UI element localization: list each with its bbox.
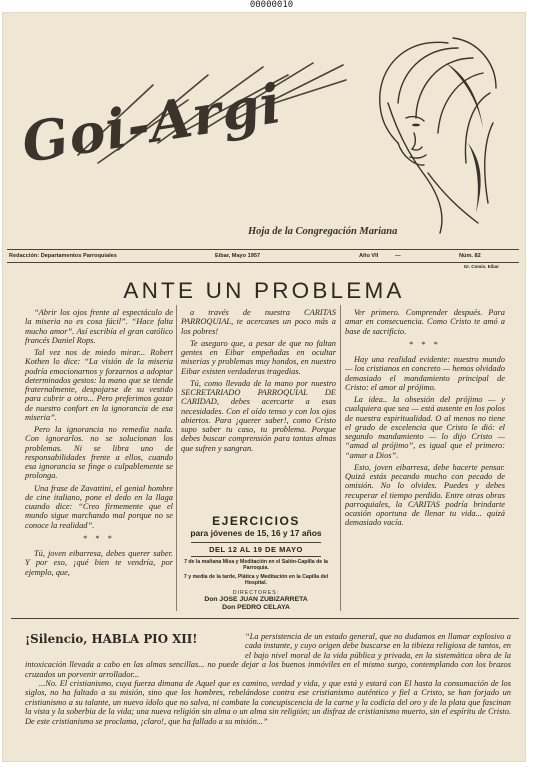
paragraph: Tú, como llevada de la mano por nuestro SECRETARIADO PARROQUIAL DE CARIDAD, debes acercarte a esas necesidades. Con el oído tenso y con los ojos abiertos. Para ¡querer saber!, como Cristo supo saber tu caso, tu problema. Porque debes buscar comprensión para tantas almas que sufren y sangran. [181, 378, 336, 453]
virgin-portrait-illustration [328, 33, 498, 238]
exercises-evening-schedule: 7 y media de la tarde, Plática y Meditación en la Capilla del Hospital. [183, 573, 329, 587]
quote-paragraph: ...No. El cristianismo, cuya fuerza dimana de Aquel que es camino, verdad y vida, y que está y estará con El hasta la consumación de los siglos, no ha faltado a su misión, sino que los hombres, rebelándose contra ese cristianismo auténtico y fiel a Cristo, se han forjado un cristianismo a su talante, un nuevo ídolo que no salva, ni combate la concupiscencia de la carne y la codicia del oro y de la plata que fascinan la vista y la soberbia de la vida; una nueva religión sin alma o un alma sin religión; un disfraz de cristianismo muerto, sin el espíritu de Cristo. De este cristianismo se proclama, ¡claro!, que ha fallado a su misión...” [25, 679, 511, 726]
masthead-title: Goi-Argi [17, 70, 287, 176]
paragraph: “Abrir los ojos frente al espectáculo de la miseria no es cosa fácil”. “Hace falta mucho amor”. Así escribía el gran católico francés Daniel Rops. [25, 308, 173, 345]
director-name: Don PEDRO CELAYA [222, 603, 290, 611]
separator: — [395, 253, 401, 259]
issue-date: Eibar, Mayo 1957 [215, 253, 261, 259]
article-column-2 [181, 308, 336, 456]
masthead-subtitle: Hoja de la Congregación Mariana [248, 226, 398, 237]
article-column-3 [345, 308, 505, 531]
paragraph: Esto, joven eibarresa, debe hacerte pensar. Quizá estás pecando mucho con pecado de omisión. No lo olvides. Puedes y debes recuperar el tiempo perdido. Entre otras obras parroquiales, la CARITAS podría brindarte ocasión oportuna de llenar tu vida... quizá demasiado vacía. [345, 462, 505, 528]
exercises-announcement [175, 514, 337, 614]
paragraph: a través de nuestra CARITAS PARROQUIAL, te acercases un poco más a los pobres! [181, 308, 336, 336]
issue-info-bar [7, 249, 519, 263]
page-number: 00000010 [249, 0, 294, 10]
exercises-title: EJERCICIOS [212, 514, 300, 528]
director-name: Don JOSE JUAN ZUBIZARRETA [204, 595, 308, 603]
pius-xii-quote [25, 632, 511, 726]
paragraph: Pero la ignorancia no remedia nada. Con ignorarlos. no se solucionan los problemas. Ni se libra uno de responsabilidades frente a ellos, cuando esa ignorancia se finge o culpablemente se prolonga. [25, 425, 173, 481]
section-separator: * * * [409, 339, 441, 349]
column-divider [340, 305, 341, 611]
issue-year: Año VII [359, 253, 379, 259]
paragraph: Te aseguro que, a pesar de que no faltan gentes en Eibar empeñadas en ocultar miserias y problemas muy hondos, en nuestro Eibar existen verdaderas tragedias. [181, 338, 336, 376]
directors-label: DIRECTORES: [232, 589, 280, 596]
section-divider [11, 618, 519, 619]
paragraph: Tal vez nos de miedo mirar... Robert Kothen lo dice: “La visión de la miseria podría emocionarnos y forzarnos a adoptar determinados gestos: la mano que se tiende fraternalmente, despojarse de su vestido para cubrir a otro... Pero preferimos gozar de nuestro confort en la ignorancia de esa miseria”. [25, 348, 173, 422]
pius-xii-heading: ¡Silencio, HABLA PIO XII! [25, 632, 198, 646]
article-headline: ANTE UN PROBLEMA [123, 278, 405, 303]
quote-paragraph: “La persistencia de un estado general, que no dudamos en llamar explosivo a cada instante, y cuyo origen debe buscarse en la tibieza religiosa de tantos, en el bajo nivel moral de la vida pública y privada, en la sistemática obra de la intoxicación llevada a cabo en las almas sencillas... no puede dejar a los buenos inmóviles en el mismo surgo, contemplando con los brazos cruzados un porvenir arrollador... [25, 632, 511, 679]
printer-credit: Gr. Comin. Eibar [463, 264, 499, 269]
paragraph: Hay una realidad evidente: nuestro mundo — los cristianos en concreto — hemos olvidado demasiado el mandamiento principal de Cristo: el amor al prójimo. [345, 355, 505, 392]
heading-spacer [25, 632, 245, 652]
exercises-morning-schedule: 7 de la mañana Misa y Meditación en el Salón-Capilla de la Parroquia. [184, 559, 328, 572]
newsletter-page [3, 13, 525, 761]
paragraph: Una frase de Zavattini, el genial hombre de cine italiano, pone el dedo en la llaga cuando dice: “Creo firmemente que el mundo sigue marchando mal porque no se conoce la realidad”. [25, 483, 173, 530]
paragraph: La idea.. la obsesión del prójimo — y cualquiera que sea — está ausente en los polos de nuestra espiritualidad. O al menos no tiene el grado de excelencia que Cristo le dió: el segundo mandamiento — lo dijo Cristo — “amad al prójimo”, es igual que el primero: “amar a Dios”. [345, 395, 505, 460]
exercises-subtitle: para jóvenes de 15, 16 y 17 años [190, 528, 322, 538]
article-column-1 [25, 308, 173, 580]
exercises-dates: DEL 12 AL 19 DE MAYO [191, 542, 321, 557]
paragraph: Tú, joven eibarresa, debes querer saber. Y por eso, ¡qué bien te vendría, por ejemplo, que, [25, 549, 173, 577]
editorial-office: Redacción: Departamentos Parroquiales [9, 253, 117, 259]
issue-number: Núm. 82 [459, 253, 481, 259]
paragraph: Ver primero. Comprender después. Para amar en consecuencia. Como Cristo te amó a base de sacrificio. [345, 308, 505, 336]
section-separator: * * * [83, 533, 115, 543]
